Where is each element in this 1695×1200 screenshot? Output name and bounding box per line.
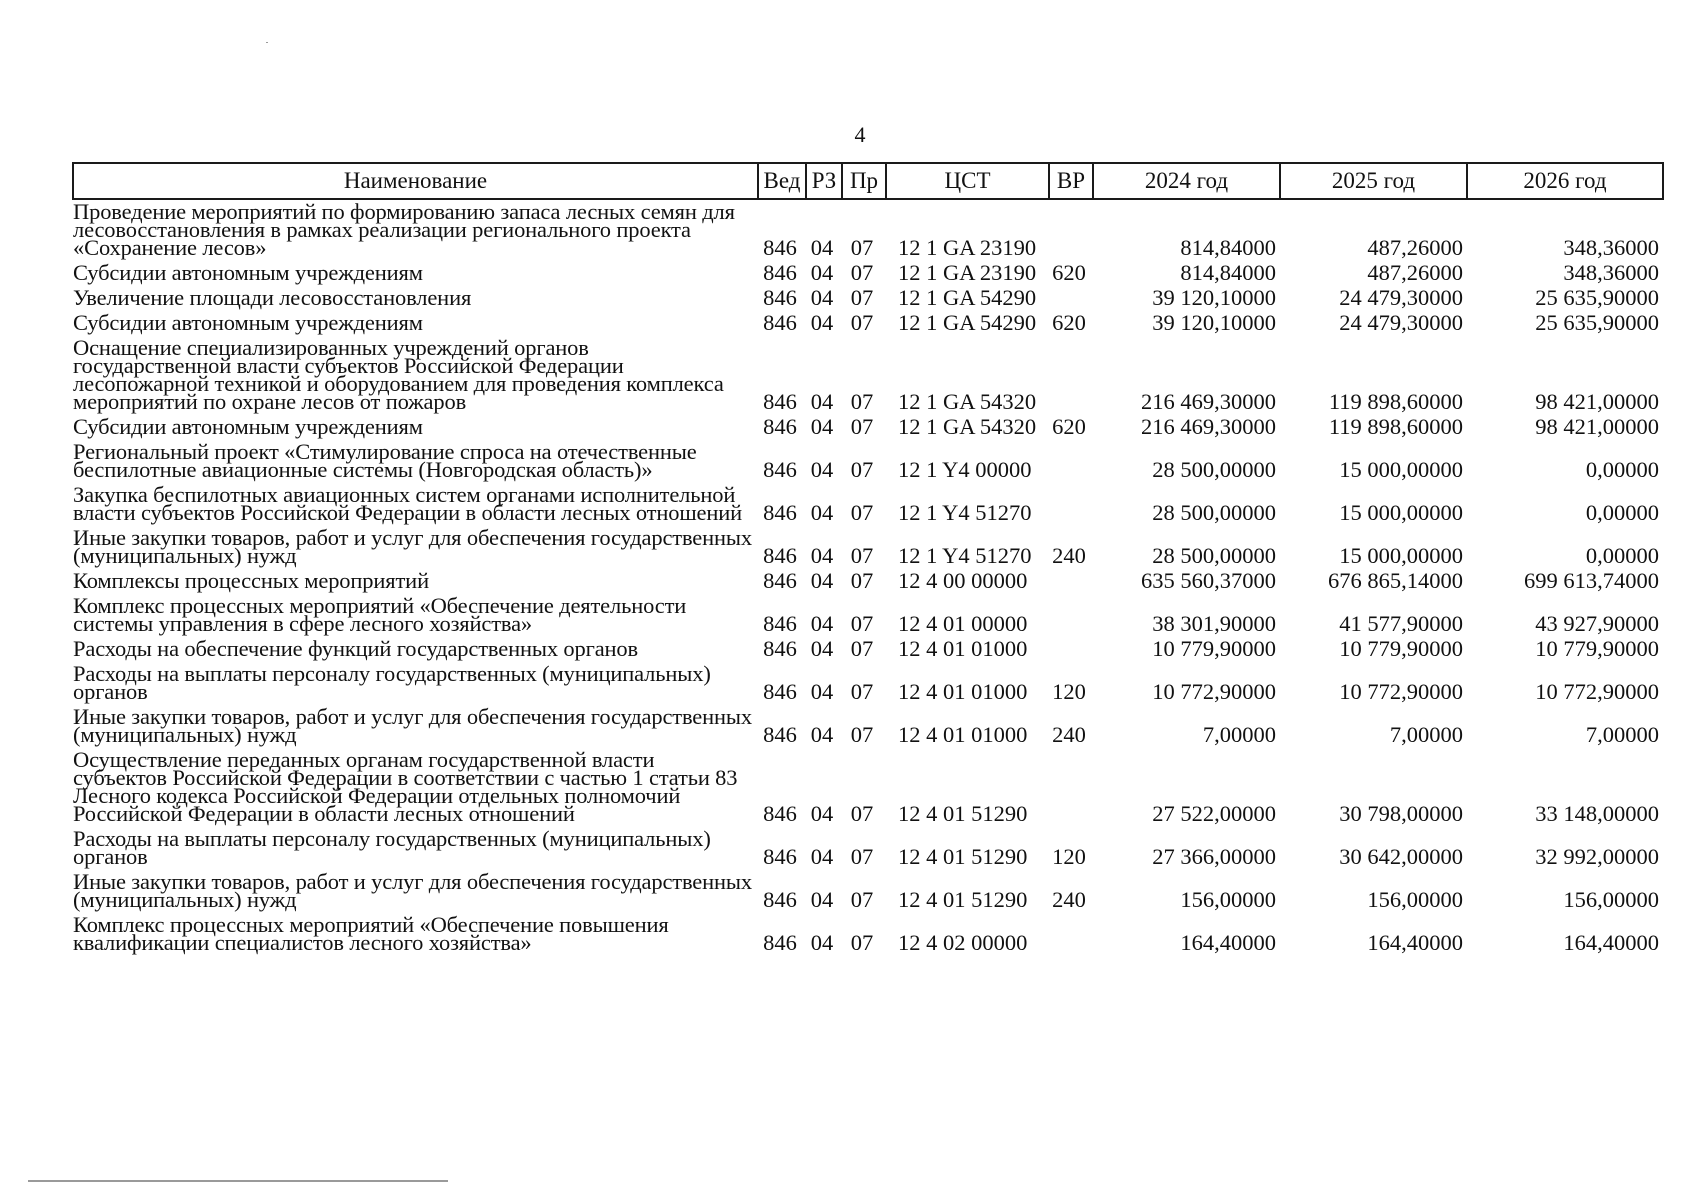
cell-2024: 27 366,00000 xyxy=(1152,844,1276,869)
scan-artifact xyxy=(266,42,268,43)
cell-cst: 12 4 01 01000 xyxy=(898,722,1028,747)
header-vr: ВР xyxy=(1049,163,1093,199)
cell-pr: 07 xyxy=(850,500,874,525)
cell-rz: 04 xyxy=(810,285,834,310)
cell-cst: 12 4 01 51290 xyxy=(898,801,1028,826)
cell-ved: 846 xyxy=(763,500,797,525)
cell-2024: 635 560,37000 xyxy=(1141,568,1276,593)
cell-pr: 07 xyxy=(850,310,874,335)
cell-ved: 846 xyxy=(763,389,797,414)
cell-2024: 216 469,30000 xyxy=(1141,389,1276,414)
cell-name: Комплексы процессных мероприятий xyxy=(73,568,429,593)
cell-pr: 07 xyxy=(850,414,874,439)
cell-ved: 846 xyxy=(763,285,797,310)
cell-cst: 12 1 GA 54290 xyxy=(898,310,1037,335)
cell-ved: 846 xyxy=(763,801,797,826)
header-name: Наименование xyxy=(73,163,758,199)
cell-rz: 04 xyxy=(810,844,834,869)
cell-2025: 7,00000 xyxy=(1389,722,1463,747)
cell-2026: 156,00000 xyxy=(1563,887,1659,912)
table-row xyxy=(73,261,1663,286)
cell-vr xyxy=(1049,199,1093,261)
cell-pr: 07 xyxy=(850,636,874,661)
cell-name: Иные закупки товаров, работ и услуг для обеспечения государственных (муниципальных) нужд xyxy=(73,525,752,568)
cell-cst: 12 4 00 00000 xyxy=(898,568,1028,593)
cell-cst: 12 4 01 51290 xyxy=(898,887,1028,912)
cell-cst: 12 1 Y4 51270 xyxy=(898,500,1032,525)
cell-name: Проведение мероприятий по формированию запаса лесных семян для лесовосстановления в рамках реализации регионального проекта «Сохранение лесов» xyxy=(73,199,735,260)
cell-cst: 12 1 GA 54320 xyxy=(898,414,1037,439)
cell-ved: 846 xyxy=(763,636,797,661)
cell-2026: 32 992,00000 xyxy=(1535,844,1659,869)
cell-vr: 240 xyxy=(1052,722,1086,747)
table-row xyxy=(73,705,1663,748)
cell-2025: 15 000,00000 xyxy=(1339,543,1463,568)
table-row xyxy=(73,526,1663,569)
cell-2025: 119 898,60000 xyxy=(1328,389,1463,414)
cell-pr: 07 xyxy=(850,543,874,568)
cell-2024: 156,00000 xyxy=(1180,887,1276,912)
cell-rz: 04 xyxy=(810,500,834,525)
cell-pr: 07 xyxy=(850,260,874,285)
cell-2026: 699 613,74000 xyxy=(1524,568,1659,593)
table-body xyxy=(73,199,1663,956)
cell-pr: 07 xyxy=(850,844,874,869)
cell-vr xyxy=(1049,594,1093,637)
cell-ved: 846 xyxy=(763,457,797,482)
cell-cst: 12 1 GA 54290 xyxy=(898,285,1037,310)
cell-cst: 12 4 02 00000 xyxy=(898,930,1028,955)
cell-2025: 41 577,90000 xyxy=(1339,611,1463,636)
cell-2024: 27 522,00000 xyxy=(1152,801,1276,826)
cell-2024: 28 500,00000 xyxy=(1152,500,1276,525)
cell-2025: 24 479,30000 xyxy=(1339,285,1463,310)
scan-artifact-line xyxy=(28,1180,448,1182)
cell-2024: 164,40000 xyxy=(1180,930,1276,955)
cell-vr xyxy=(1049,913,1093,956)
cell-ved: 846 xyxy=(763,844,797,869)
cell-rz: 04 xyxy=(810,568,834,593)
header-cst: ЦСТ xyxy=(886,163,1049,199)
cell-cst: 12 4 01 51290 xyxy=(898,844,1028,869)
table-row xyxy=(73,415,1663,440)
cell-2026: 43 927,90000 xyxy=(1535,611,1659,636)
cell-name: Оснащение специализированных учреждений органов государственной власти субъектов Российской Федерации лесопожарной техникой и оборудованием для проведения комплекса мероприятий по охране лесов от пожаров xyxy=(73,335,724,414)
cell-rz: 04 xyxy=(810,260,834,285)
cell-2025: 164,40000 xyxy=(1367,930,1463,955)
cell-rz: 04 xyxy=(810,235,834,260)
table-row xyxy=(73,483,1663,526)
cell-cst: 12 4 01 00000 xyxy=(898,611,1028,636)
cell-rz: 04 xyxy=(810,801,834,826)
budget-table xyxy=(72,162,1664,956)
cell-rz: 04 xyxy=(810,930,834,955)
cell-vr: 120 xyxy=(1052,679,1086,704)
table-row xyxy=(73,637,1663,662)
cell-ved: 846 xyxy=(763,611,797,636)
cell-ved: 846 xyxy=(763,414,797,439)
cell-2024: 814,84000 xyxy=(1180,235,1276,260)
cell-2026: 10 779,90000 xyxy=(1535,636,1659,661)
cell-ved: 846 xyxy=(763,260,797,285)
cell-cst: 12 4 01 01000 xyxy=(898,636,1028,661)
cell-2026: 33 148,00000 xyxy=(1535,801,1659,826)
cell-pr: 07 xyxy=(850,389,874,414)
cell-rz: 04 xyxy=(810,457,834,482)
cell-rz: 04 xyxy=(810,543,834,568)
cell-rz: 04 xyxy=(810,310,834,335)
header-2026: 2026 год xyxy=(1467,163,1663,199)
cell-cst: 12 1 GA 23190 xyxy=(898,235,1037,260)
cell-2025: 10 779,90000 xyxy=(1339,636,1463,661)
cell-2024: 39 120,10000 xyxy=(1152,310,1276,335)
cell-pr: 07 xyxy=(850,285,874,310)
cell-2026: 0,00000 xyxy=(1585,543,1659,568)
cell-name: Расходы на обеспечение функций государственных органов xyxy=(73,636,639,661)
cell-2026: 98 421,00000 xyxy=(1535,389,1659,414)
cell-2026: 348,36000 xyxy=(1563,235,1659,260)
table-row xyxy=(73,286,1663,311)
table-row xyxy=(73,199,1663,261)
cell-pr: 07 xyxy=(850,801,874,826)
cell-ved: 846 xyxy=(763,310,797,335)
cell-2025: 30 642,00000 xyxy=(1339,844,1463,869)
table-row xyxy=(73,662,1663,705)
cell-name: Расходы на выплаты персоналу государственных (муниципальных) органов xyxy=(73,661,711,704)
cell-ved: 846 xyxy=(763,235,797,260)
page-number: 4 xyxy=(854,122,866,147)
cell-2025: 15 000,00000 xyxy=(1339,457,1463,482)
cell-vr xyxy=(1049,748,1093,827)
cell-2024: 10 779,90000 xyxy=(1152,636,1276,661)
table-row xyxy=(73,569,1663,594)
header-2025: 2025 год xyxy=(1280,163,1467,199)
cell-vr xyxy=(1049,483,1093,526)
cell-name: Субсидии автономным учреждениям xyxy=(73,310,423,335)
cell-ved: 846 xyxy=(763,679,797,704)
table-row xyxy=(73,594,1663,637)
cell-2026: 164,40000 xyxy=(1563,930,1659,955)
cell-name: Субсидии автономным учреждениям xyxy=(73,260,423,285)
cell-pr: 07 xyxy=(850,722,874,747)
cell-name: Расходы на выплаты персоналу государственных (муниципальных) органов xyxy=(73,826,711,869)
cell-pr: 07 xyxy=(850,930,874,955)
cell-name: Иные закупки товаров, работ и услуг для обеспечения государственных (муниципальных) нужд xyxy=(73,869,752,912)
table-row xyxy=(73,870,1663,913)
table-row xyxy=(73,748,1663,827)
cell-vr: 620 xyxy=(1052,260,1086,285)
cell-2026: 10 772,90000 xyxy=(1535,679,1659,704)
cell-rz: 04 xyxy=(810,414,834,439)
cell-rz: 04 xyxy=(810,389,834,414)
cell-2024: 10 772,90000 xyxy=(1152,679,1276,704)
cell-rz: 04 xyxy=(810,679,834,704)
cell-2025: 487,26000 xyxy=(1367,260,1463,285)
header-rz: РЗ xyxy=(806,163,842,199)
cell-rz: 04 xyxy=(810,636,834,661)
header-ved: Вед xyxy=(758,163,806,199)
cell-2024: 28 500,00000 xyxy=(1152,457,1276,482)
table-row xyxy=(73,311,1663,336)
cell-vr xyxy=(1049,286,1093,311)
cell-rz: 04 xyxy=(810,611,834,636)
cell-2024: 38 301,90000 xyxy=(1152,611,1276,636)
cell-rz: 04 xyxy=(810,887,834,912)
cell-vr: 240 xyxy=(1052,887,1086,912)
cell-cst: 12 1 Y4 00000 xyxy=(898,457,1032,482)
cell-2025: 487,26000 xyxy=(1367,235,1463,260)
cell-pr: 07 xyxy=(850,235,874,260)
cell-2024: 216 469,30000 xyxy=(1141,414,1276,439)
cell-2026: 7,00000 xyxy=(1585,722,1659,747)
table-row xyxy=(73,336,1663,415)
cell-pr: 07 xyxy=(850,568,874,593)
cell-2026: 0,00000 xyxy=(1585,457,1659,482)
cell-2025: 676 865,14000 xyxy=(1328,568,1463,593)
cell-2025: 10 772,90000 xyxy=(1339,679,1463,704)
cell-vr: 620 xyxy=(1052,414,1086,439)
cell-2024: 7,00000 xyxy=(1202,722,1276,747)
cell-vr xyxy=(1049,336,1093,415)
cell-2026: 348,36000 xyxy=(1563,260,1659,285)
cell-pr: 07 xyxy=(850,457,874,482)
cell-name: Иные закупки товаров, работ и услуг для обеспечения государственных (муниципальных) нужд xyxy=(73,704,752,747)
cell-name: Субсидии автономным учреждениям xyxy=(73,414,423,439)
cell-cst: 12 1 Y4 51270 xyxy=(898,543,1032,568)
header-pr: Пр xyxy=(842,163,886,199)
cell-name: Региональный проект «Стимулирование спроса на отечественные беспилотные авиационные системы (Новгородская область)» xyxy=(73,439,697,482)
cell-name: Увеличение площади лесовосстановления xyxy=(73,285,472,310)
cell-name: Осуществление переданных органам государственной власти субъектов Российской Федерации в соответствии с частью 1 статьи 83 Лесного кодекса Российской Федерации отдельных полномочий Российской Федерации в области лесных отношений xyxy=(73,747,738,826)
cell-ved: 846 xyxy=(763,930,797,955)
cell-2025: 15 000,00000 xyxy=(1339,500,1463,525)
cell-pr: 07 xyxy=(850,887,874,912)
cell-pr: 07 xyxy=(850,611,874,636)
cell-rz: 04 xyxy=(810,722,834,747)
cell-vr: 620 xyxy=(1052,310,1086,335)
cell-ved: 846 xyxy=(763,887,797,912)
table-header-row xyxy=(73,163,1663,199)
cell-ved: 846 xyxy=(763,543,797,568)
cell-pr: 07 xyxy=(850,679,874,704)
cell-ved: 846 xyxy=(763,722,797,747)
cell-vr: 240 xyxy=(1052,543,1086,568)
cell-2024: 39 120,10000 xyxy=(1152,285,1276,310)
cell-2025: 24 479,30000 xyxy=(1339,310,1463,335)
cell-2024: 28 500,00000 xyxy=(1152,543,1276,568)
cell-2026: 0,00000 xyxy=(1585,500,1659,525)
cell-vr: 120 xyxy=(1052,844,1086,869)
cell-ved: 846 xyxy=(763,568,797,593)
cell-name: Комплекс процессных мероприятий «Обеспечение деятельности системы управления в сфере лесного хозяйства» xyxy=(73,593,687,636)
cell-name: Комплекс процессных мероприятий «Обеспечение повышения квалификации специалистов лесного хозяйства» xyxy=(73,912,669,955)
table-row xyxy=(73,440,1663,483)
header-2024: 2024 год xyxy=(1093,163,1280,199)
cell-2026: 25 635,90000 xyxy=(1535,285,1659,310)
cell-2026: 25 635,90000 xyxy=(1535,310,1659,335)
cell-2025: 119 898,60000 xyxy=(1328,414,1463,439)
cell-cst: 12 4 01 01000 xyxy=(898,679,1028,704)
table-row xyxy=(73,913,1663,956)
table-row xyxy=(73,827,1663,870)
cell-vr xyxy=(1049,637,1093,662)
cell-cst: 12 1 GA 23190 xyxy=(898,260,1037,285)
cell-2024: 814,84000 xyxy=(1180,260,1276,285)
cell-vr xyxy=(1049,569,1093,594)
cell-2026: 98 421,00000 xyxy=(1535,414,1659,439)
cell-name: Закупка беспилотных авиационных систем органами исполнительной власти субъектов Российской Федерации в области лесных отношений xyxy=(73,482,743,525)
cell-vr xyxy=(1049,440,1093,483)
cell-cst: 12 1 GA 54320 xyxy=(898,389,1037,414)
cell-2025: 30 798,00000 xyxy=(1339,801,1463,826)
cell-2025: 156,00000 xyxy=(1367,887,1463,912)
